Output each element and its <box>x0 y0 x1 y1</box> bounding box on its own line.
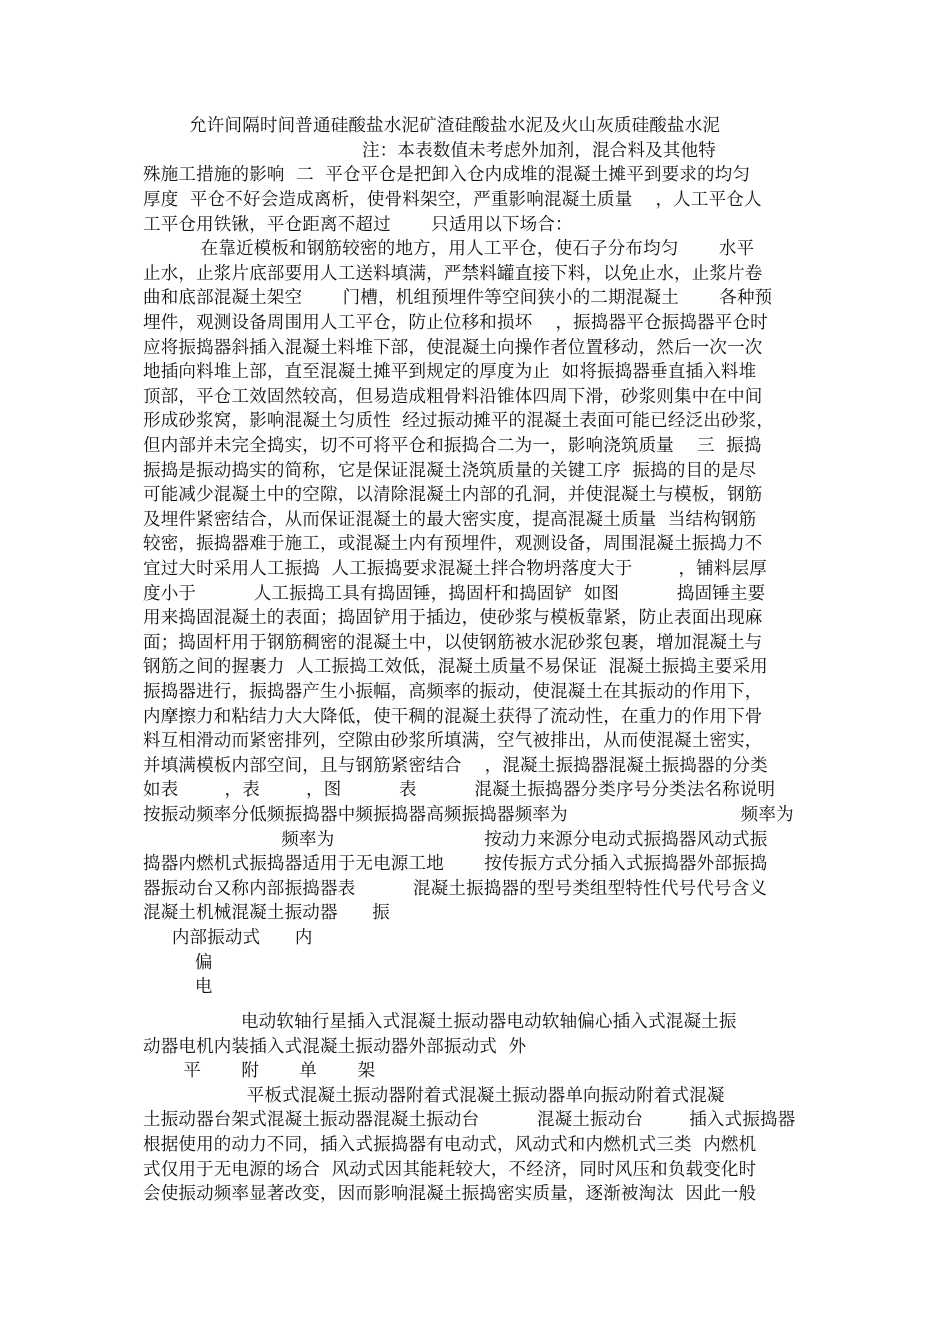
text-line: 厚度 平仓不好会造成离析，使骨料架空，严重影响混凝土质量 ，人工平仓人 <box>143 190 762 210</box>
text-line: 如表 ，表 ，图 表 混凝土振捣器分类序号分类法名称说明 <box>143 780 776 800</box>
text-line: 及埋件紧密结合，从而保证混凝土的最大密实度，提高混凝土质量 当结构钢筋 <box>143 510 757 530</box>
text-line: 顶部，平仓工效固然较高，但易造成粗骨料沿锥体四周下滑，砂浆则集中在中间 <box>143 387 763 407</box>
text-line: 动器电机内装插入式混凝土振动器外部振动式 外 <box>143 1037 527 1057</box>
text-line: 止水，止浆片底部要用人工送料填满，严禁料罐直接下料，以免止水，止浆片卷 <box>143 264 763 284</box>
text-line: 根据使用的动力不同，插入式振捣器有电动式，风动式和内燃机式三类 内燃机 <box>143 1135 757 1155</box>
text-line: 在靠近模板和钢筋较密的地方，用人工平仓，使石子分布均匀 水平 <box>143 239 755 259</box>
text-line: 注：本表数值未考虑外加剂，混合料及其他特 <box>143 141 716 161</box>
text-line: 土振动器台架式混凝土振动器混凝土振动台 混凝土振动台 插入式振捣器 <box>143 1110 796 1130</box>
text-line: 内摩擦力和粘结力大大降低，使干稠的混凝土获得了流动性，在重力的作用下骨 <box>143 707 763 727</box>
text-line: 会使振动频率显著改变，因而影响混凝土振捣密实质量，逐渐被淘汰 因此一般 <box>143 1184 757 1204</box>
text-line: 地插向料堆上部，直至混凝土摊平到规定的厚度为止 如将振捣器垂直插入料堆 <box>143 362 757 382</box>
text-line: 并填满模板内部空间，且与钢筋紧密结合 ，混凝土振捣器混凝土振捣器的分类 <box>143 756 768 776</box>
text-line: 较密，振捣器难于施工，或混凝土内有预埋件，观测设备，周围混凝土振捣力不 <box>143 534 763 554</box>
text-line: 混凝土机械混凝土振动器 振 <box>143 903 390 923</box>
text-line: 偏 <box>143 953 213 973</box>
text-line: 捣器内燃机式振捣器适用于无电源工地 按传振方式分插入式振捣器外部振捣 <box>143 854 768 874</box>
text-line: 按振动频率分低频振捣器中频振捣器高频振捣器频率为 频率为 <box>143 805 794 825</box>
text-line: 振捣器进行，振捣器产生小振幅，高频率的振动，使混凝土在其振动的作用下， <box>143 682 763 702</box>
text-line: 应将振捣器斜插入混凝土料堆下部，使混凝土向操作者位置移动，然后一次一次 <box>143 338 763 358</box>
text-line: 宜过大时采用人工振捣 人工振捣要求混凝土拌合物坍落度大于 ，铺料层厚 <box>143 559 768 579</box>
text-line: 料互相滑动而紧密排列，空隙由砂浆所填满，空气被排出，从而使混凝土密实， <box>143 731 763 751</box>
text-line: 曲和底部混凝土架空 门槽，机组预埋件等空间狭小的二期混凝土 各种预 <box>143 288 773 308</box>
text-line: 面；捣固杆用于钢筋稠密的混凝土中，以使钢筋被水泥砂浆包裹，增加混凝土与 <box>143 633 763 653</box>
text-line: 允许间隔时间普通硅酸盐水泥矿渣硅酸盐水泥及火山灰质硅酸盐水泥 <box>143 116 721 136</box>
text-line: 埋件，观测设备周围用人工平仓，防止位移和损坏 ，振捣器平仓振捣器平仓时 <box>143 313 768 333</box>
text-line: 器振动台又称内部振捣器表 混凝土振捣器的型号类组型特性代号代号含义 <box>143 879 768 899</box>
text-line: 度小于 人工振捣工具有捣固锤，捣固杆和捣固铲 如图 捣固锤主要 <box>143 584 766 604</box>
text-line: 电动软轴行星插入式混凝土振动器电动软轴偏心插入式混凝土振 <box>143 1012 737 1032</box>
text-line: 钢筋之间的握裹力 人工振捣工效低，混凝土质量不易保证 混凝土振捣主要采用 <box>143 657 768 677</box>
text-line: 可能减少混凝土中的空隙，以清除混凝土内部的孔洞，并使混凝土与模板，钢筋 <box>143 485 763 505</box>
text-line: 电 <box>143 977 213 997</box>
text-line: 平 附 单 架 <box>143 1061 376 1081</box>
text-line: 但内部并未完全捣实，切不可将平仓和振捣合二为一，影响浇筑质量 三 振捣 <box>143 436 762 456</box>
text-line: 内部振动式 内 <box>143 928 313 948</box>
text-line: 式仅用于无电源的场合 风动式因其能耗较大，不经济，同时风压和负载变化时 <box>143 1160 757 1180</box>
text-line: 平板式混凝土振动器附着式混凝土振动器单向振动附着式混凝 <box>143 1086 725 1106</box>
text-line: 殊施工措施的影响 二 平仓平仓是把卸入仓内成堆的混凝土摊平到要求的均匀 <box>143 165 751 185</box>
text-line: 形成砂浆窝，影响混凝土匀质性 经过振动摊平的混凝土表面可能已经泛出砂浆， <box>143 411 775 431</box>
text-line: 用来捣固混凝土的表面；捣固铲用于插边，使砂浆与模板靠紧，防止表面出现麻 <box>143 608 763 628</box>
text-line: 振捣是振动捣实的简称，它是保证混凝土浇筑质量的关键工序 振捣的目的是尽 <box>143 461 757 481</box>
text-line: 工平仓用铁锹，平仓距离不超过 只适用以下场合： <box>143 215 573 235</box>
text-line: 频率为 按动力来源分电动式振捣器风动式振 <box>143 830 768 850</box>
